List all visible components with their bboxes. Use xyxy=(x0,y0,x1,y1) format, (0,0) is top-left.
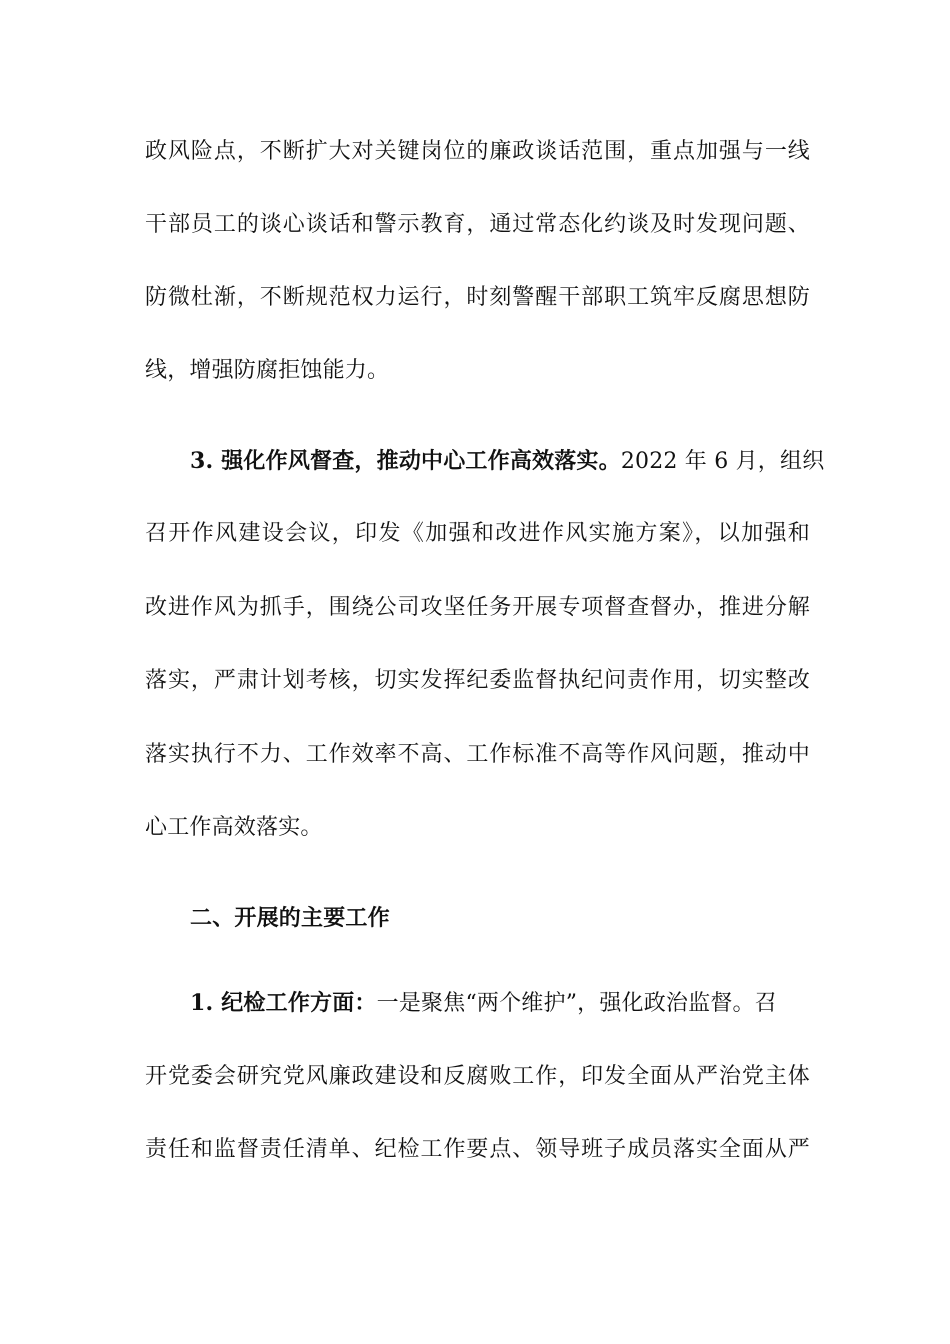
paragraph-1-line-4: 线，增强防腐拒蚀能力。 xyxy=(145,358,390,383)
section-heading: 二、开展的主要工作 xyxy=(190,905,390,931)
paragraph-3-line-1 xyxy=(190,983,810,1023)
paragraph-1-line-3: 防微杜渐，不断规范权力运行，时刻警醒干部职工筑牢反腐思想防 xyxy=(145,285,810,310)
paragraph-2-lead-rest: 2022 年 6 月，组织 xyxy=(620,449,825,474)
paragraph-2-line-1 xyxy=(190,441,825,481)
paragraph-2-line-5: 落实执行不力、工作效率不高、工作标准不高等作风问题，推动中 xyxy=(145,742,810,767)
paragraph-2-lead: 3. 强化作风督查，推动中心工作高效落实。 xyxy=(190,448,621,474)
paragraph-2-line-2: 召开作风建设会议，印发《加强和改进作风实施方案》，以加强和 xyxy=(145,521,810,546)
paragraph-3-line-2: 开党委会研究党风廉政建设和反腐败工作，印发全面从严治党主体 xyxy=(145,1064,810,1089)
paragraph-2-line-4: 落实，严肃计划考核，切实发挥纪委监督执纪问责作用，切实整改 xyxy=(145,668,810,693)
paragraph-3-lead: 1. 纪检工作方面： xyxy=(190,990,377,1016)
paragraph-2-line-3: 改进作风为抓手，围绕公司攻坚任务开展专项督查督办，推进分解 xyxy=(145,595,810,620)
paragraph-1-line-2: 干部员工的谈心谈话和警示教育，通过常态化约谈及时发现问题、 xyxy=(145,212,810,237)
paragraph-3-lead-rest: 一是聚焦“两个维护”，强化政治监督。召 xyxy=(376,991,777,1016)
paragraph-2-line-6: 心工作高效落实。 xyxy=(145,815,323,840)
paragraph-1-line-1: 政风险点，不断扩大对关键岗位的廉政谈话范围，重点加强与一线 xyxy=(145,139,810,164)
paragraph-3-line-3: 责任和监督责任清单、纪检工作要点、领导班子成员落实全面从严 xyxy=(145,1137,810,1162)
